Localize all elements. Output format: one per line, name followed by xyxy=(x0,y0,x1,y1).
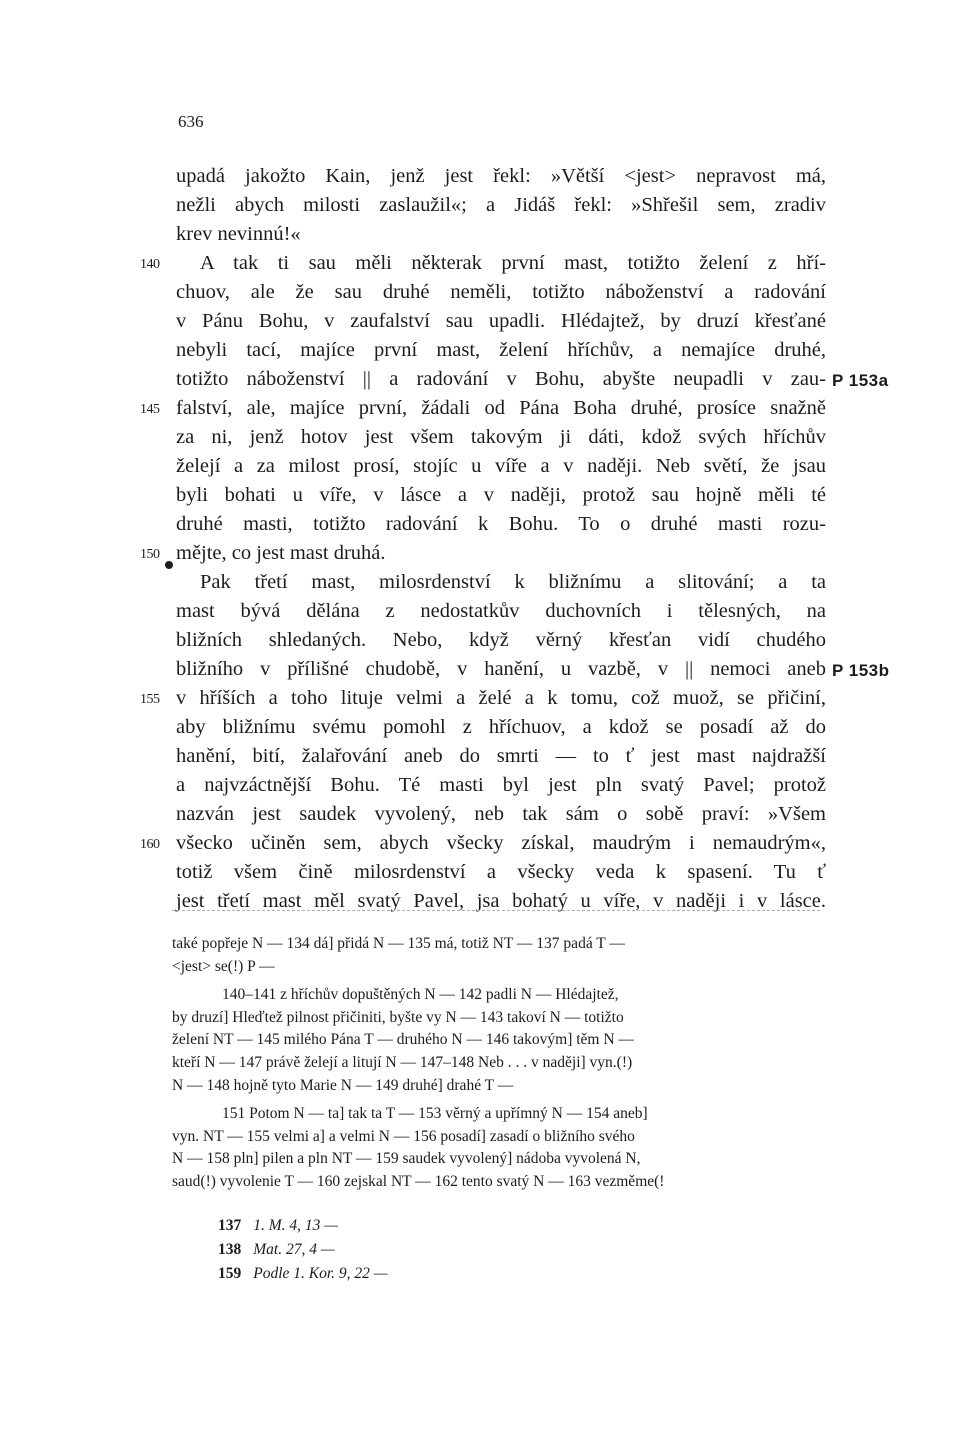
footnote-line: N — 158 pln] pilen a pln NT — 159 saudek vyvolený] nádoba vyvolená N, xyxy=(172,1150,641,1168)
footnote-line: <jest> se(!) P — xyxy=(172,957,275,975)
reference-citation: Mat. 27, 4 — xyxy=(253,1241,335,1258)
reference-line xyxy=(218,1262,388,1286)
text-line: v Pánu Bohu, v zaufalství sau upadli. Hlédajtež, by druzí křesťané xyxy=(176,310,826,332)
text-line: druhé masti, totižto radování k Bohu. To o druhé masti rozu- xyxy=(176,513,826,535)
footnote-line: N — 148 hojně tyto Marie N — 149 druhé] drahé T — xyxy=(172,1076,514,1094)
footnote-line: želení NT — 145 milého Pána T — druhého N — 146 takovým] těm N — xyxy=(172,1031,634,1049)
reference-line xyxy=(218,1238,388,1262)
footnote-line: 140–141 z hříchův dopuštěných N — 142 padli N — Hlédajtež, xyxy=(222,986,619,1004)
text-line: mast bývá dělána z nedostatkův duchovních i tělesných, na xyxy=(176,600,826,622)
footnotes xyxy=(172,933,812,1194)
reference-citation: 1. M. 4, 13 — xyxy=(253,1217,339,1234)
text-line: upadá jakožto Kain, jenž jest řekl: »Větší <jest> nepravost má, xyxy=(176,165,826,187)
line-number: 145 xyxy=(140,402,160,417)
text-line: želejí a za milost prosí, stojíc u víře a v naději. Neb světí, že jsau xyxy=(176,455,826,477)
margin-reference: P 153a xyxy=(832,371,889,390)
reference-line-number: 137 xyxy=(218,1217,242,1234)
footnote-line: 151 Potom N — ta] tak ta T — 153 věrný a upřímný N — 154 aneb] xyxy=(222,1105,648,1123)
footnote-line: kteří N — 147 právě želejí a litují N — 147–148 Neb . . . v naději] vyn.(!) xyxy=(172,1053,633,1071)
page-number: 636 xyxy=(178,112,204,131)
text-line: aby bližnímu svému pomohl z hříchuov, a kdož se posadí až do xyxy=(176,716,826,738)
reference-line-number: 138 xyxy=(218,1241,242,1258)
line-number: 160 xyxy=(140,837,160,852)
text-line: 140 A tak ti sau měli některak první mast, totižto želení z hří- xyxy=(176,249,826,278)
text-line: za ni, jenž hotov jest všem takovým ji dáti, kdož svých hříchův xyxy=(176,426,826,448)
line-number: 155 xyxy=(140,692,160,707)
text-line: 150 mějte, co jest mast druhá. xyxy=(176,539,826,568)
text-line: byli bohati u víře, v lásce a v naději, protož sau hojně měli té xyxy=(176,484,826,506)
bullet-mark xyxy=(165,561,173,569)
text-line: nežli abych milosti zaslaužil«; a Jidáš řekl: »Shřešil sem, zradiv xyxy=(176,194,826,216)
reference-citation: Podle 1. Kor. 9, 22 — xyxy=(253,1265,388,1282)
footnote-line: vyn. NT — 155 velmi a] a velmi N — 156 posadí] zasadí o bližního svého xyxy=(172,1127,635,1145)
text-line: 145 falství, ale, majíce první, žádali od Pána Boha druhé, prosíce snažně xyxy=(176,394,826,423)
text-line: a najvzáctnější Bohu. Té masti byl jest pln svatý Pavel; protož xyxy=(176,774,826,796)
text-line: totižto náboženství || a radování v Bohu, abyšte neupadli v zau- P 153a xyxy=(176,365,826,394)
text-line: nazván jest saudek vyvolený, neb tak sám o sobě praví: »Všem xyxy=(176,803,826,825)
text-line: jest třetí mast měl svatý Pavel, jsa bohatý u víře, v naději i v lásce. xyxy=(176,890,826,912)
text-line: totiž všem čině milosrdenství a všecky veda k spasení. Tu ť xyxy=(176,861,826,883)
line-number: 150 xyxy=(140,547,160,562)
footnote-line: saud(!) vyvolenie T — 160 zejskal NT — 162 tento svatý N — 163 vezměme(! xyxy=(172,1172,665,1190)
text-line: krev nevinnú!« xyxy=(176,223,301,245)
footnote-line: také popřeje N — 134 dá] přidá N — 135 má, totiž NT — 137 padá T — xyxy=(172,935,625,952)
text-line: 160 všecko učiněn sem, abych všecky získal, maudrým i nemaudrým«, xyxy=(176,829,826,858)
reference-line-number: 159 xyxy=(218,1265,242,1282)
scripture-references xyxy=(218,1214,388,1286)
text-line: bližního v přílišné chudobě, v hanění, u vazbě, v || nemoci aneb P 153b xyxy=(176,655,826,684)
footnote-line: by druzí] Hleďtež pilnost přičiniti, byšte vy N — 143 takoví N — totižto xyxy=(172,1008,624,1026)
text-line: bližních shledaných. Nebo, když věrný křesťan vidí chudého xyxy=(176,629,826,651)
text-line: nebyli tací, majíce první mast, želení hříchův, a nemajíce druhé, xyxy=(176,339,826,361)
line-number: 140 xyxy=(140,257,160,272)
reference-line xyxy=(218,1214,388,1238)
margin-reference: P 153b xyxy=(832,661,890,680)
footnote-separator xyxy=(172,910,820,911)
text-line: chuov, ale že sau druhé neměli, totižto náboženství a radování xyxy=(176,281,826,303)
text-line: Pak třetí mast, milosrdenství k bližnímu a slitování; a ta xyxy=(200,571,826,593)
main-text xyxy=(140,162,890,916)
text-line: hanění, bití, žalařování aneb do smrti — to ť jest mast najdražší xyxy=(176,745,826,767)
text-line: 155 v hříších a toho lituje velmi a želé a k tomu, což muož, se přičiní, xyxy=(176,684,826,713)
